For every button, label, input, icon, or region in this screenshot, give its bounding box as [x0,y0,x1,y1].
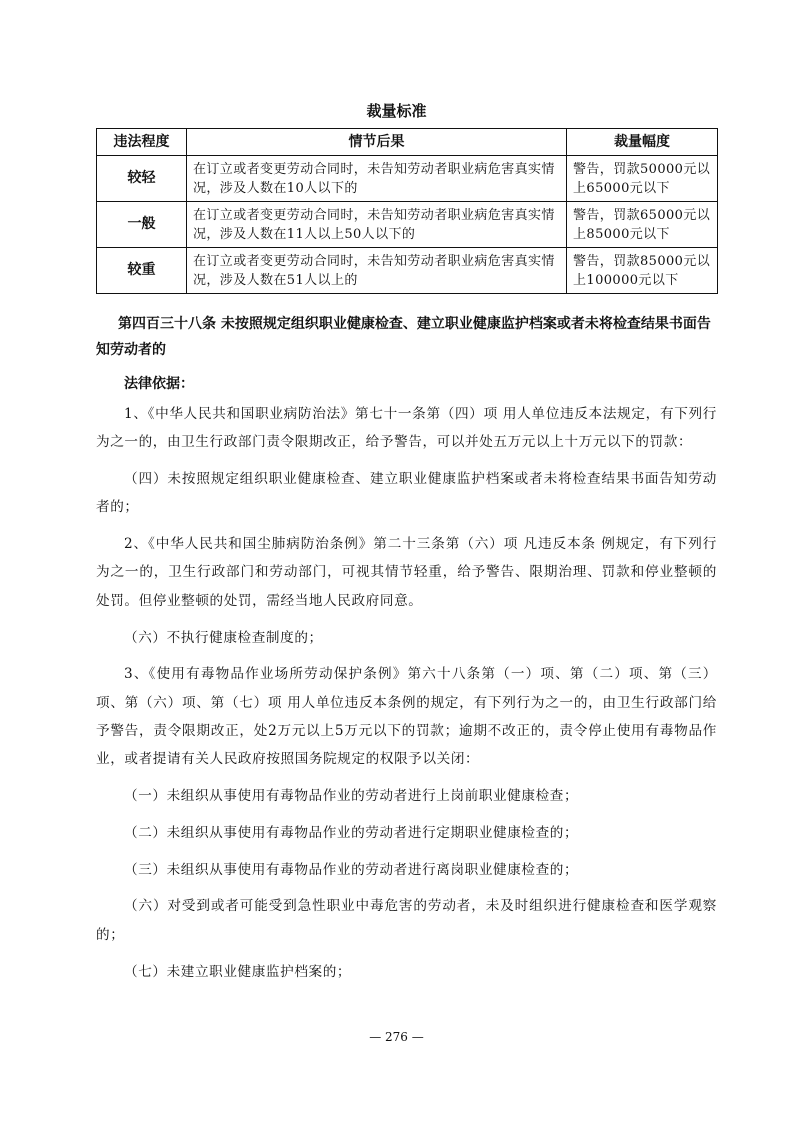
table-row [97,202,718,248]
article-heading [96,311,717,363]
paragraph: （二）未组织从事使用有毒物品作业的劳动者进行定期职业健康检查的； [124,824,579,841]
discretion-standard-table [96,128,718,294]
violation-level-cell: 较轻 [97,156,187,202]
paragraph: 2、《中华人民共和国尘肺病防治条例》第二十三条第（六）项 凡违反本条 例规定，有下列行为之一的，卫生行政部门和劳动部门，可视其情节轻重，给予警告、限期治理、罚款和停业整顿的处罚。但停业整顿的处罚，需经当地人民政府同意。 [96,536,717,609]
header-violation-level: 违法程度 [97,129,187,156]
paragraph: （一）未组织从事使用有毒物品作业的劳动者进行上岗前职业健康检查； [124,788,579,805]
circumstances-cell: 在订立或者变更劳动合同时，未告知劳动者职业病危害真实情况，涉及人数在11人以上50人以下的 [187,202,567,248]
paragraph: 3、《使用有毒物品作业场所劳动保护条例》第六十八条第（一）项、第（二）项、第（三）项、第（六）项、第（七）项 用人单位违反本条例的规定，有下列行为之一的，由卫生行政部门给予警告，责令限期改正，处2万元以上5万元以下的罚款；逾期不改正的，责令停止使用有毒物品作业，或者提请有关人民政府按照国务院规定的权限予以关闭： [96,666,717,768]
penalty-range-cell: 警告，罚款50000元以上65000元以下 [567,156,718,202]
circumstances-cell: 在订立或者变更劳动合同时，未告知劳动者职业病危害真实情况，涉及人数在51人以上的 [187,248,567,294]
penalty-range-cell: 警告，罚款85000元以上100000元以下 [567,248,718,294]
article-body [96,400,717,994]
table-row [97,156,718,202]
table-title: 裁量标准 [366,102,427,120]
paragraph: （六）不执行健康检查制度的； [124,629,323,646]
circumstances-cell: 在订立或者变更劳动合同时，未告知劳动者职业病危害真实情况，涉及人数在10人以下的 [187,156,567,202]
penalty-range-cell: 警告，罚款65000元以上85000元以下 [567,202,718,248]
paragraph: 1、《中华人民共和国职业病防治法》第七十一条第（四）项 用人单位违反本法规定，有下列行为之一的，由卫生行政部门责令限期改正，给予警告，可以并处五万元以上十万元以下的罚款： [96,406,717,451]
paragraph: （四）未按照规定组织职业健康检查、建立职业健康监护档案或者未将检查结果书面告知劳动者的； [96,471,717,516]
header-circumstances: 情节后果 [187,129,567,156]
paragraph: （三）未组织从事使用有毒物品作业的劳动者进行离岗职业健康检查的； [124,861,579,878]
violation-level-cell: 一般 [97,202,187,248]
violation-level-cell: 较重 [97,248,187,294]
table-row [97,248,718,294]
article-title-text: 第四百三十八条 未按照规定组织职业健康检查、建立职业健康监护档案或者未将检查结果书面告知劳动者的 [96,316,711,358]
paragraph: （七）未建立职业健康监护档案的； [124,963,352,980]
table-header-row [97,129,718,156]
header-penalty-range: 裁量幅度 [567,129,718,156]
paragraph: （六）对受到或者可能受到急性职业中毒危害的劳动者，未及时组织进行健康检查和医学观察的； [96,898,717,943]
page-number: — 276 — [369,1030,424,1044]
legal-basis-label: 法律依据： [124,376,194,392]
